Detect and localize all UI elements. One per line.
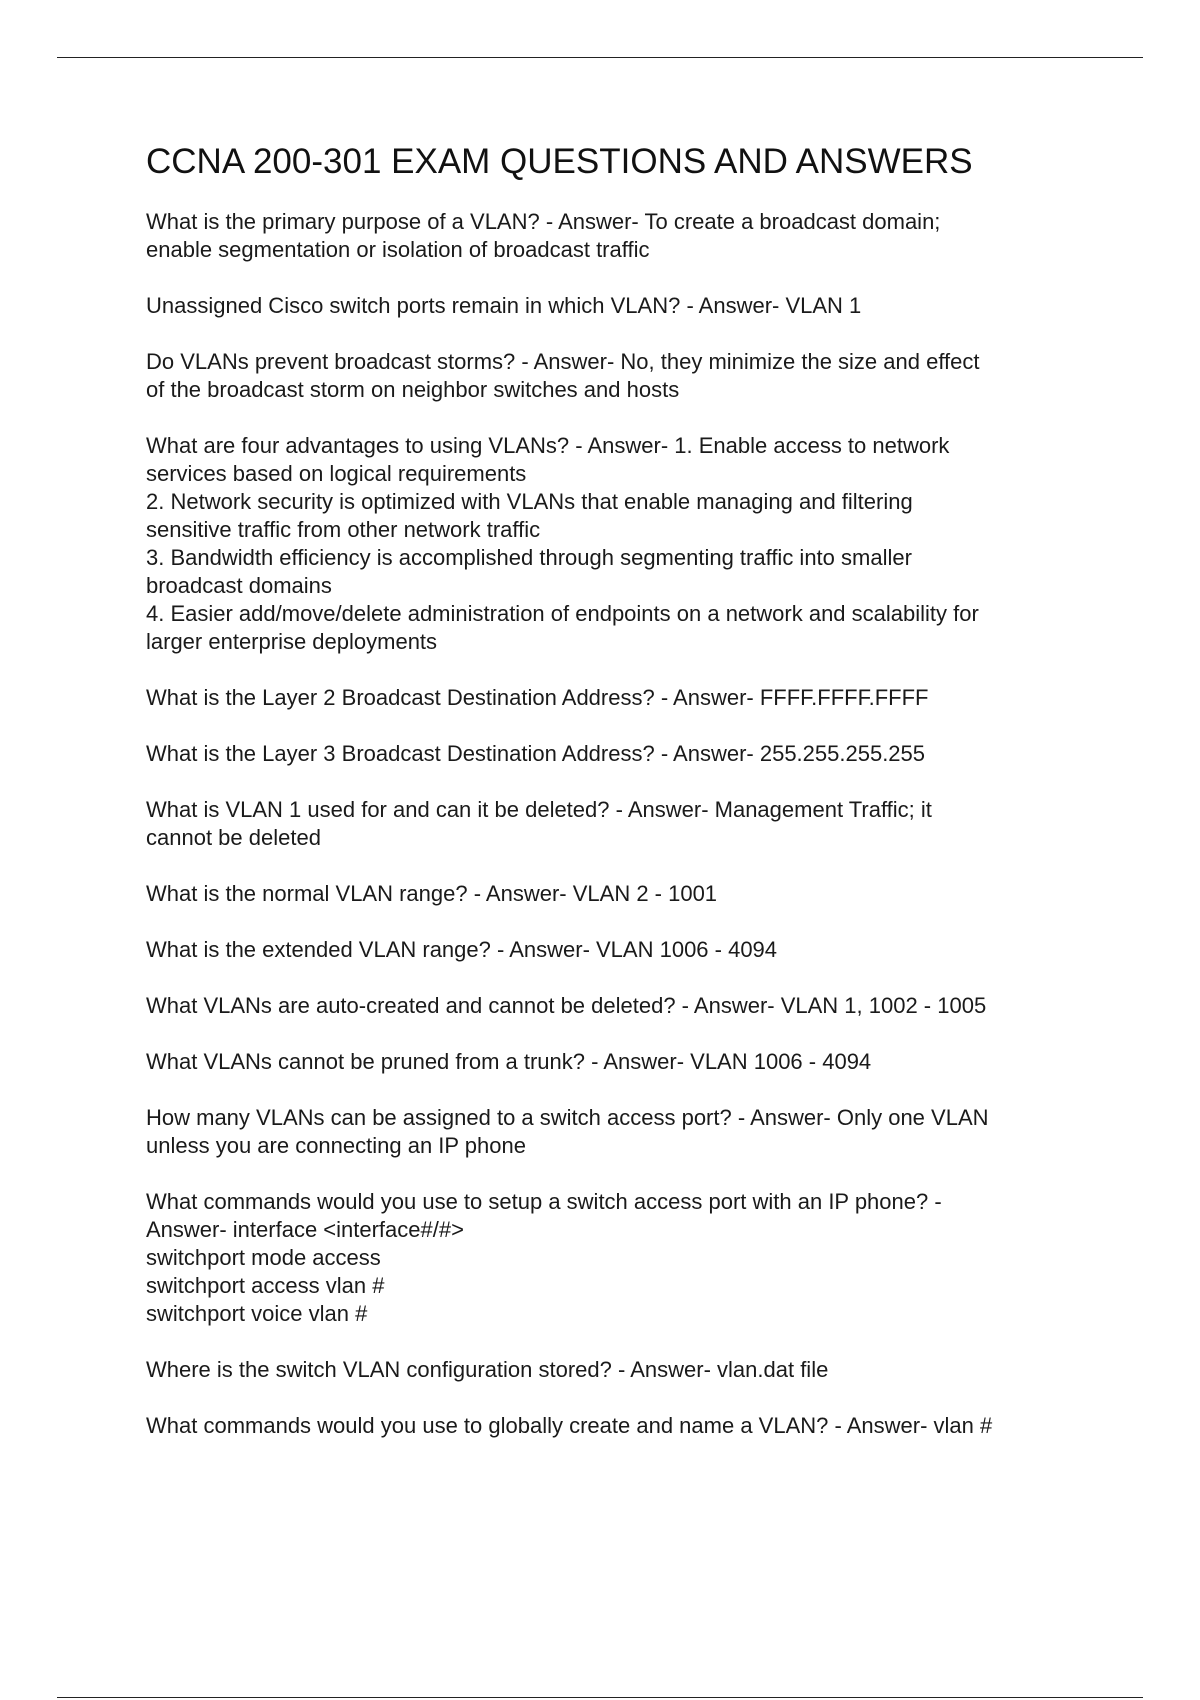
qa-item: What VLANs are auto-created and cannot be deleted? - Answer- VLAN 1, 1002 - 1005 (146, 993, 987, 1018)
qa-item: What commands would you use to globally create and name a VLAN? - Answer- vlan # (146, 1413, 993, 1438)
qa-item: What is the Layer 2 Broadcast Destination Address? - Answer- FFFF.FFFF.FFFF (146, 685, 929, 710)
top-divider (57, 57, 1143, 58)
qa-item: Where is the switch VLAN configuration stored? - Answer- vlan.dat file (146, 1357, 829, 1382)
qa-item: What commands would you use to setup a switch access port with an IP phone? - Answer- interface <interface#/#> switchport mode access switchport access vlan # switchport voice vlan # (146, 1189, 942, 1326)
qa-item: Do VLANs prevent broadcast storms? - Answer- No, they minimize the size and effect of the broadcast storm on neighbor switches and hosts (146, 349, 980, 402)
document-title: CCNA 200-301 EXAM QUESTIONS AND ANSWERS (146, 142, 973, 181)
qa-item: Unassigned Cisco switch ports remain in which VLAN? - Answer- VLAN 1 (146, 293, 862, 318)
qa-item: What is the normal VLAN range? - Answer- VLAN 2 - 1001 (146, 881, 718, 906)
qa-item: What is the primary purpose of a VLAN? - Answer- To create a broadcast domain; enable segmentation or isolation of broadcast traffic (146, 209, 941, 262)
document-body (146, 142, 1106, 1468)
qa-item: What are four advantages to using VLANs? - Answer- 1. Enable access to network services based on logical requirements 2. Network security is optimized with VLANs that enable managing and filtering sensitive traffic from other network traffic 3. Bandwidth efficiency is accomplished through segmenting traffic into smaller broadcast domains 4. Easier add/move/delete administration of endpoints on a network and scalability for larger enterprise deployments (146, 433, 979, 654)
qa-item: What is VLAN 1 used for and can it be deleted? - Answer- Management Traffic; it cannot be deleted (146, 797, 932, 850)
qa-item: How many VLANs can be assigned to a switch access port? - Answer- Only one VLAN unless you are connecting an IP phone (146, 1105, 989, 1158)
qa-item: What is the extended VLAN range? - Answer- VLAN 1006 - 4094 (146, 937, 778, 962)
qa-item: What is the Layer 3 Broadcast Destination Address? - Answer- 255.255.255.255 (146, 741, 926, 766)
qa-item: What VLANs cannot be pruned from a trunk? - Answer- VLAN 1006 - 4094 (146, 1049, 872, 1074)
bottom-divider (57, 1697, 1143, 1698)
